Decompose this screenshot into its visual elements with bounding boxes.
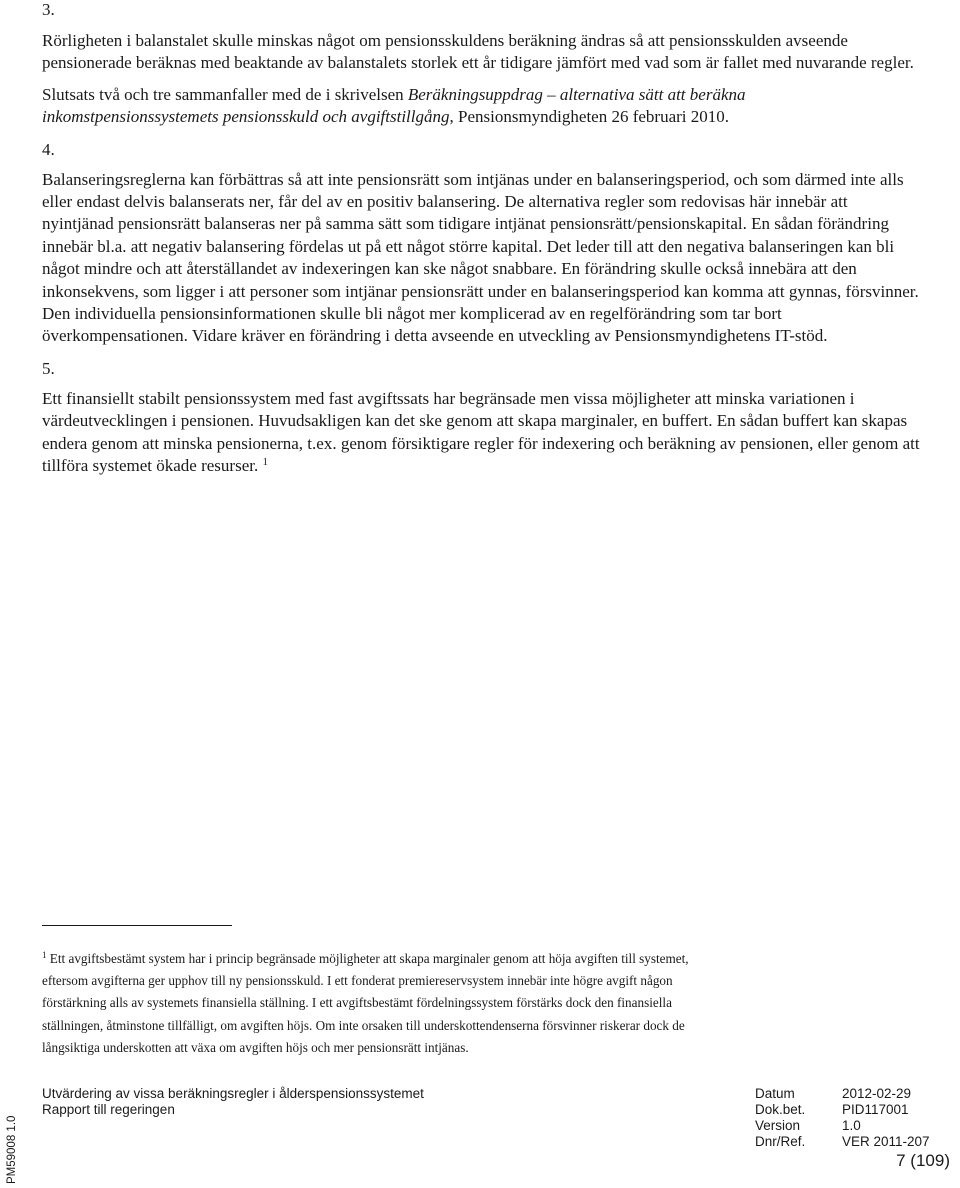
footer-title-block (42, 1086, 424, 1117)
paragraph-text: Ett finansiellt stabilt pensionssystem med fast avgiftssats har begränsade men vissa möjligheter att minska variationen i värdeutvecklingen i pensionen. Huvudsakligen kan det ske genom att skapa marginaler, en buffert. En sådan buffert kan skapas endera genom att minska pensionerna, t.ex. genom försiktigare regler för indexering och beräkning av pensionen, eller genom att tillföra systemet ökade resurser. (42, 388, 920, 476)
meta-key: Dok.bet. (755, 1102, 806, 1117)
document-meta (755, 1086, 930, 1150)
meta-value: 2012-02-29 (842, 1086, 912, 1101)
paragraph-text: , Pensionsmyndigheten 26 februari 2010. (449, 107, 730, 127)
meta-row-version (755, 1118, 930, 1134)
section-number: 3. (42, 0, 55, 19)
footnote-reference[interactable]: 1 (262, 456, 268, 469)
paragraph: Rörligheten i balanstalet skulle minskas något om pensionsskuldens beräkning ändras så att pensionsskulden avseende pensionerade beräknas med beaktande av balanstalets storlek ett år tidigare jämfört med vad som är fallet med nuvarande regler. (42, 31, 914, 73)
meta-value: 1.0 (842, 1118, 861, 1133)
meta-key: Datum (755, 1086, 795, 1101)
paragraph-text: Slutsats två och tre sammanfaller med de i skrivelsen (42, 84, 408, 104)
report-title: Utvärdering av vissa beräkningsregler i ålderspensionssystemet (42, 1086, 424, 1101)
page-number: 7 (109) (896, 1151, 950, 1170)
report-subtitle: Rapport till regeringen (42, 1101, 175, 1117)
meta-value: PID117001 (842, 1102, 909, 1117)
meta-key: Dnr/Ref. (755, 1134, 806, 1149)
footnote-divider (42, 925, 232, 926)
section-number: 5. (42, 358, 55, 378)
paragraph: Balanseringsreglerna kan förbättras så att inte pensionsrätt som intjänas under en balanseringsperiod, och som därmed inte alls eller endast delvis balanserats ner, får del av en positiv balansering. De alternativa regler som redovisas här innebär att nyintjänad pensionsrätt balanseras ner på samma sätt som tidigare intjänat pensionsrätt/pensionskapital. En sådan förändring innebär bl.a. att negativ balansering fördelas ut på ett något större kapital. Det leder till att den negativa balanseringen kan bli något mindre och att återställandet av indexeringen kan ske något snabbare. En förändring skulle också innebära att den inkonsekvens, som ligger i att personer som intjänar pensionsrätt under en balanseringsperiod kan komma att gynnas, försvinner. Den individuella pensionsinformationen skulle bli något mer komplicerad av en regelförändring som tar bort överkompensationen. Vidare kräver en förändring i detta avseende en utveckling av Pensionsmyndighetens IT-stöd. (42, 169, 919, 346)
meta-key: Version (755, 1118, 801, 1133)
form-code: PM59008 1.0 (6, 1115, 18, 1184)
meta-value: VER 2011-207 (842, 1134, 930, 1149)
footnote (42, 948, 732, 1059)
meta-row-reference (755, 1134, 930, 1150)
section-number: 4. (42, 139, 55, 159)
footnote-text: Ett avgiftsbestämt system har i princip begränsade möjligheter att skapa marginaler genom att höja avgiften till systemet, eftersom avgifterna ger upphov till ny pensionsskuld. I ett fonderat premiereservsystem innebär inte högre avgift någon förstärkning alls av systemets finansiella ställning. I ett avgiftsbestämt fördelningssystem förstärks dock den finansiella ställningen, åtminstone tillfälligt, om avgiften höjs. Om inte orsaken till underskottendenserna försvinner riskerar dock de långsiktiga underskotten att växa om avgiften höjs och mer pensionsrätt intjänas. (42, 951, 689, 1055)
paragraph (42, 388, 922, 478)
document-title-reference: Beräkningsuppdrag – alternativa sätt att beräkna inkomstpensionssystemets pensionsskuld och avgiftstillgång (42, 84, 746, 127)
meta-row-date (755, 1086, 930, 1102)
paragraph (42, 84, 922, 129)
document-body (42, 0, 922, 478)
footnote-marker: 1 (42, 950, 47, 960)
meta-row-doc-id (755, 1102, 930, 1118)
